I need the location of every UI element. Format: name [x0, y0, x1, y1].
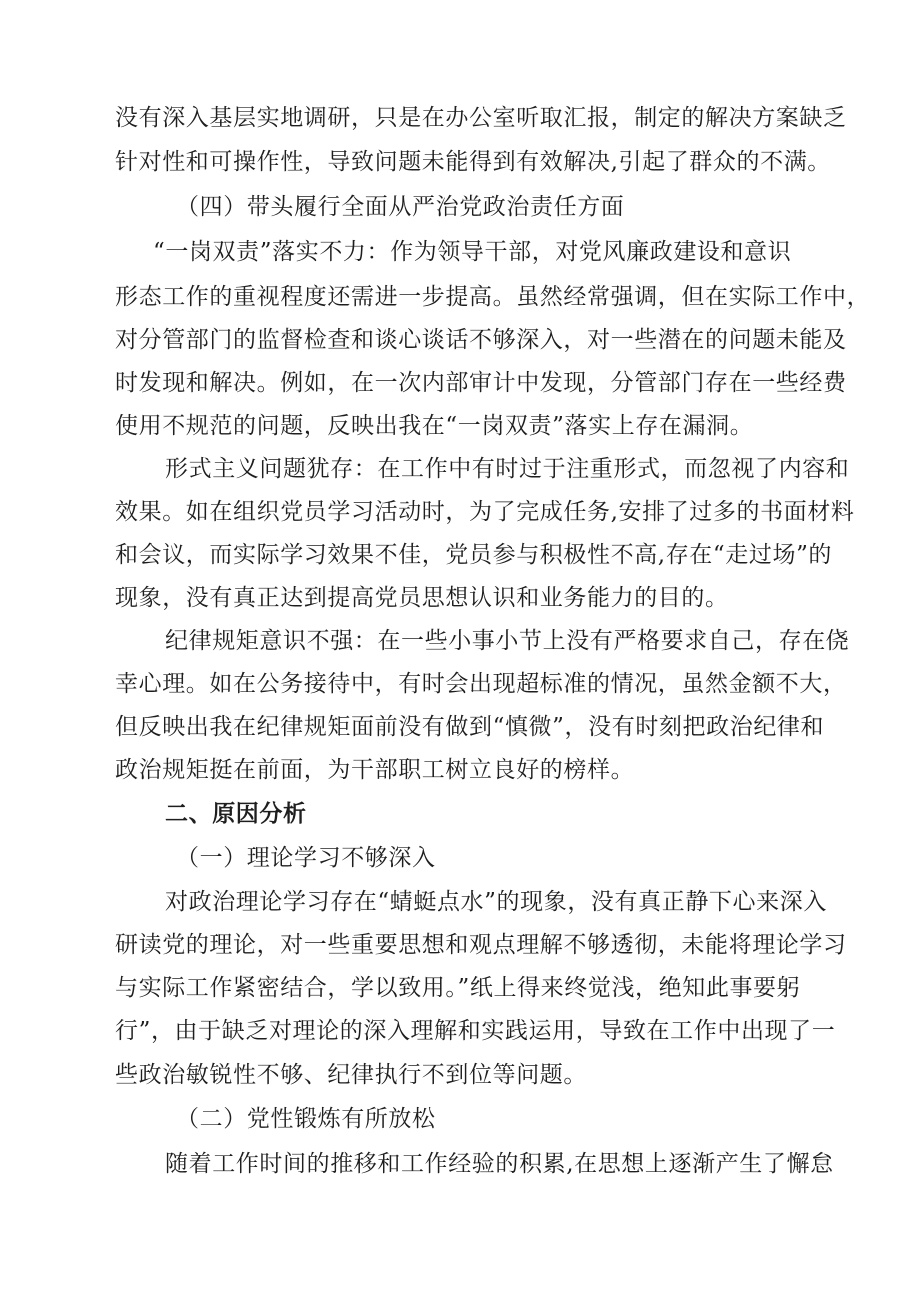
text-line: “一岗双责”落实不力：作为领导干部，对党风廉政建设和意识: [153, 239, 792, 265]
text-line: 政治规矩挺在前面，为干部职工树立良好的榜样。: [115, 757, 635, 783]
section-heading: 二、原因分析: [165, 801, 307, 827]
text-line: 时发现和解决。例如，在一次内部审计中发现，分管部门存在一些经费: [115, 370, 847, 396]
text-line: 对政治理论学习存在“蜻蜓点水”的现象，没有真正静下心来深入: [165, 889, 827, 915]
text-line: 些政治敏锐性不够、纪律执行不到位等问题。: [115, 1062, 587, 1088]
text-line: 现象，没有真正达到提高党员思想认识和业务能力的目的。: [115, 585, 729, 611]
section-subheading: （一）理论学习不够深入: [176, 845, 436, 871]
text-line: 幸心理。如在公务接待中，有时会出现超标准的情况，虽然金额不大，: [115, 671, 847, 697]
text-line: 行”，由于缺乏对理论的深入理解和实践运用，导致在工作中出现了一: [115, 1018, 836, 1044]
section-subheading: （二）党性锻炼有所放松: [176, 1106, 436, 1132]
text-line: 形态工作的重视程度还需进一步提高。虽然经常强调，但在实际工作中，: [115, 284, 871, 310]
text-line: 和会议，而实际学习效果不佳，党员参与积极性不高,存在“走过场”的: [115, 542, 833, 568]
text-line: 随着工作时间的推移和工作经验的积累,在思想上逐渐产生了懈怠: [165, 1151, 834, 1177]
text-line: 使用不规范的问题，反映出我在“一岗双责”落实上存在漏洞。: [115, 413, 754, 439]
text-line: 针对性和可操作性，导致问题未能得到有效解决,引起了群众的不满。: [115, 149, 831, 175]
text-line: 研读党的理论，对一些重要思想和观点理解不够透彻，未能将理论学习: [115, 932, 847, 958]
text-line: 效果。如在组织党员学习活动时，为了完成任务,安排了过多的书面材料: [115, 499, 855, 525]
text-line: 但反映出我在纪律规矩面前没有做到“慎微”，没有时刻把政治纪律和: [115, 714, 825, 740]
section-subheading: （四）带头履行全面从严治党政治责任方面: [176, 194, 625, 220]
text-line: 形式主义问题犹存：在工作中有时过于注重形式，而忽视了内容和: [165, 456, 850, 482]
text-line: 没有深入基层实地调研，只是在办公室听取汇报，制定的解决方案缺乏: [115, 105, 847, 131]
text-line: 纪律规矩意识不强：在一些小事小节上没有严格要求自己，存在侥: [165, 628, 850, 654]
text-line: 与实际工作紧密结合，学以致用。”纸上得来终觉浅，绝知此事要躬: [115, 975, 801, 1001]
text-line: 对分管部门的监督检查和谈心谈话不够深入，对一些潜在的问题未能及: [115, 327, 847, 353]
